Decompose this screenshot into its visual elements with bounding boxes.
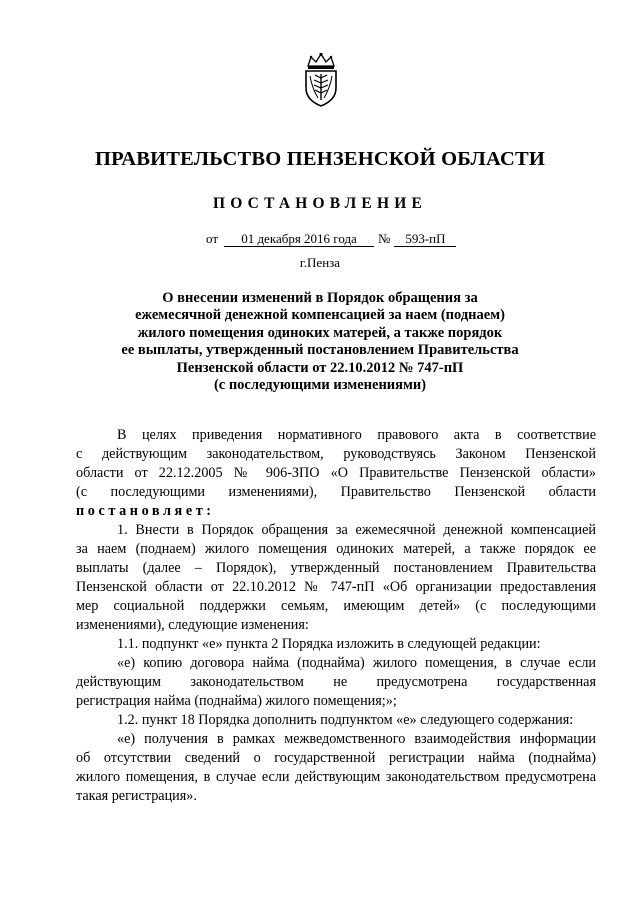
document-title xyxy=(100,290,540,394)
body-line: мер социальной поддержки семьям, имеющим детей» (с последующими xyxy=(76,598,596,614)
title-line: жилого помещения одиноких матерей, а также порядок xyxy=(137,324,503,341)
title-line: ее выплаты, утвержденный постановлением Правительства xyxy=(121,342,519,359)
document-date: 01 декабря 2016 года xyxy=(224,232,374,247)
coat-of-arms-icon xyxy=(298,52,344,108)
organization-name: ПРАВИТЕЛЬСТВО ПЕНЗЕНСКОЙ ОБЛАСТИ xyxy=(95,148,545,170)
body-line: «е) получения в рамках межведомственного взаимодействия информации xyxy=(117,731,596,747)
city: г.Пенза xyxy=(299,255,341,270)
date-prefix: от xyxy=(206,231,219,246)
body-line: Пензенской области от 22.10.2012 № 747-пП «Об организации предоставления xyxy=(76,579,596,595)
body-line: (с последующими изменениями), Правительство Пензенской области xyxy=(76,484,596,500)
body-line: регистрация найма (поднайма) жилого помещения;»; xyxy=(76,693,397,709)
body-line: выплаты (далее – Порядок), утвержденный постановлением Правительства xyxy=(76,560,596,576)
body-line: 1.2. пункт 18 Порядка дополнить подпунктом «е» следующего содержания: xyxy=(117,712,574,728)
body-line: «е) копию договора найма (поднайма) жилого помещения, в случае если xyxy=(117,655,596,671)
body-line: действующим законодательством не предусмотрена государственная xyxy=(76,674,596,690)
document-body xyxy=(76,426,596,806)
body-line: области от 22.12.2005 № 906-ЗПО «О Правительстве Пензенской области» xyxy=(76,465,596,481)
date-number-line xyxy=(206,231,456,247)
resolves-word: постановляет: xyxy=(76,503,215,519)
body-line: жилого помещения, в случае если действующим законодательством предусмотрена xyxy=(76,769,596,785)
body-line: 1. Внести в Порядок обращения за ежемесячной денежной компенсацией xyxy=(117,522,596,538)
body-line: об отсутствии сведений о государственной регистрации найма (поднайма) xyxy=(76,750,596,766)
body-line: 1.1. подпункт «е» пункта 2 Порядка изложить в следующей редакции: xyxy=(117,636,541,652)
title-line: О внесении изменений в Порядок обращения за xyxy=(162,290,478,306)
document-number: 593-пП xyxy=(394,232,456,247)
document-type: ПОСТАНОВЛЕНИЕ xyxy=(212,195,428,212)
title-line: ежемесячной денежной компенсацией за наем (поднаем) xyxy=(135,307,505,324)
title-line: (с последующими изменениями) xyxy=(213,377,427,394)
body-line: В целях приведения нормативного правового акта в соответствие xyxy=(117,427,596,443)
number-prefix: № xyxy=(378,231,391,246)
body-line: изменениями), следующие изменения: xyxy=(76,617,309,633)
title-line: Пензенской области от 22.10.2012 № 747-пП xyxy=(176,359,464,376)
body-line: такая регистрация». xyxy=(76,788,197,804)
body-line: с действующим законодательством, руководствуясь Законом Пензенской xyxy=(76,446,596,462)
body-line: за наем (поднаем) жилого помещения одиноких матерей, а также порядок ее xyxy=(76,541,596,557)
